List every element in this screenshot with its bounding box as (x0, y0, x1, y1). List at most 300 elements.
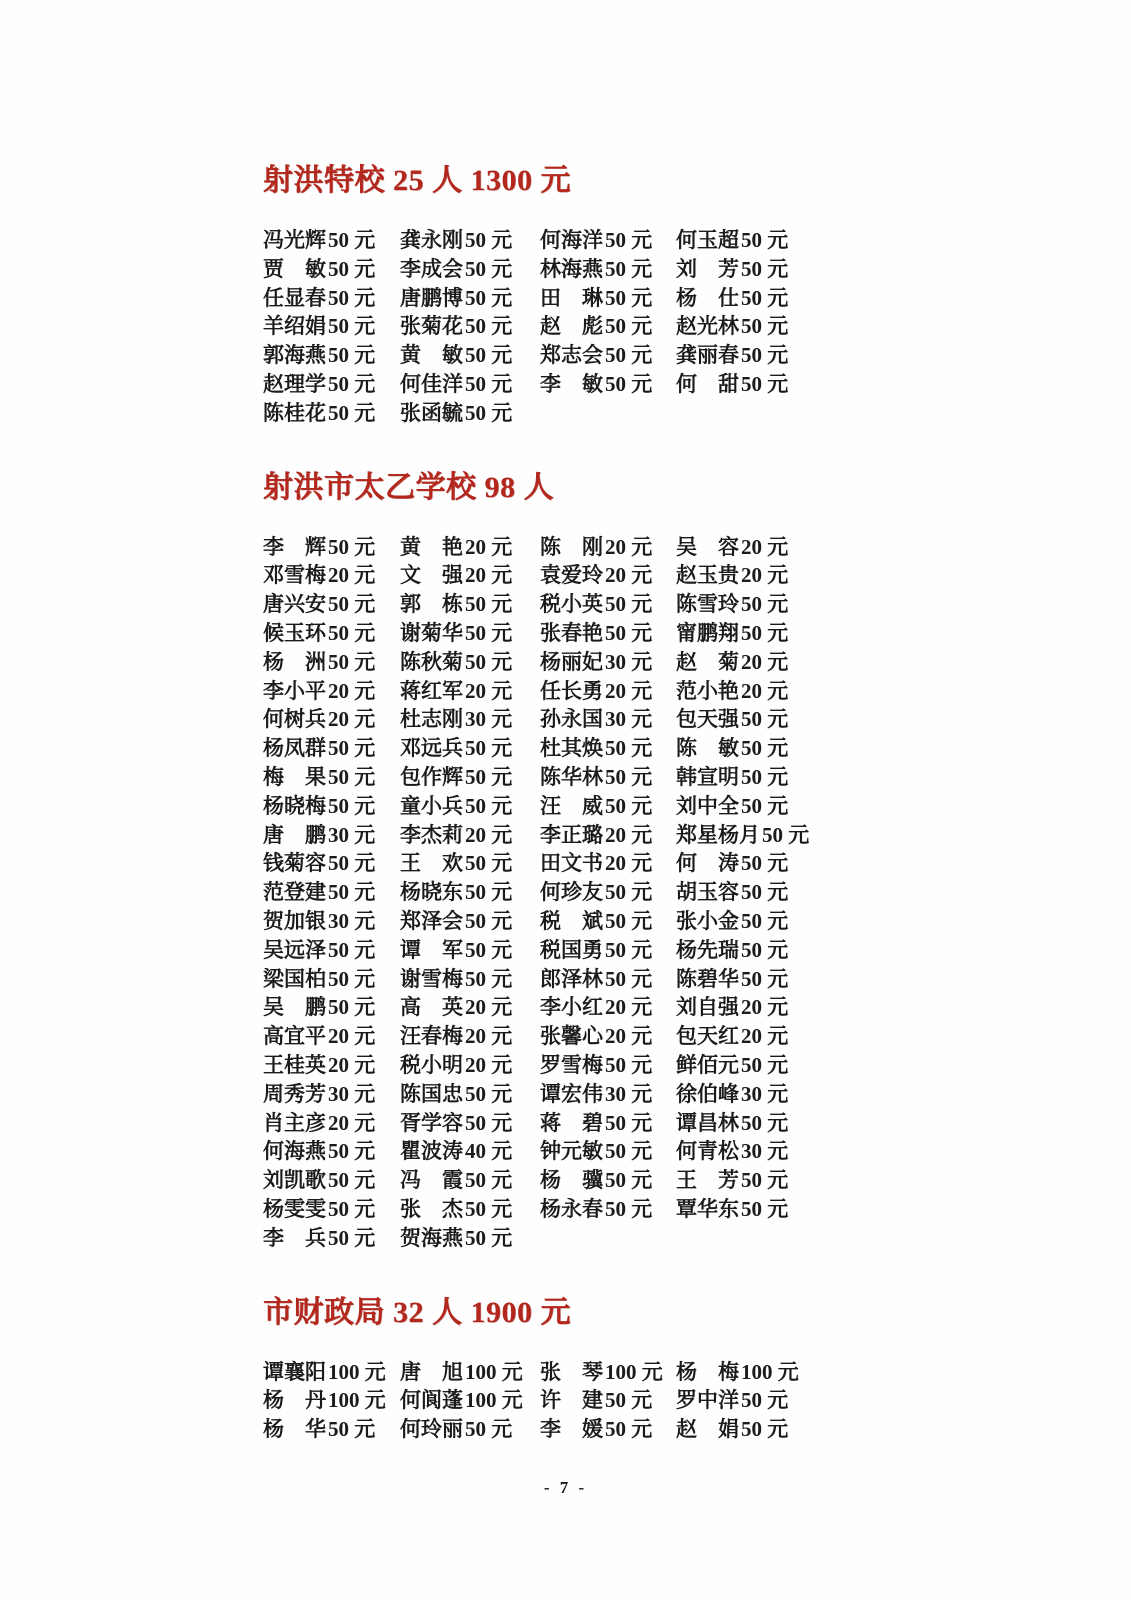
donor-entry (540, 907, 676, 936)
donor-entry (263, 226, 400, 255)
donor-name: 郑志会 (540, 343, 603, 368)
donor-entry (263, 734, 400, 763)
donor-name: 刘 芳 (676, 256, 739, 281)
donor-amount: 20 元 (741, 995, 789, 1020)
donor-name: 陈国忠 (400, 1081, 463, 1106)
donor-entry (540, 821, 676, 850)
donor-entry (400, 1195, 540, 1224)
donor-entry (540, 849, 676, 878)
donor-name: 唐 旭 (400, 1359, 463, 1384)
donor-entry (263, 648, 400, 677)
donor-entry (263, 792, 400, 821)
donor-name: 李小红 (540, 995, 603, 1020)
donor-amount: 20 元 (741, 1024, 789, 1049)
donor-amount: 50 元 (741, 256, 789, 281)
donor-entry (263, 284, 400, 313)
donor-entry (540, 1358, 676, 1387)
donor-name: 黄 敏 (400, 343, 463, 368)
donor-entry (676, 705, 807, 734)
donor-entry (400, 533, 540, 562)
donor-entry (676, 1051, 807, 1080)
donor-entry (400, 284, 540, 313)
donor-amount: 50 元 (605, 285, 653, 310)
donor-entry (676, 878, 807, 907)
donor-entry (540, 677, 676, 706)
donor-name: 杨 华 (263, 1417, 326, 1442)
donor-amount: 50 元 (465, 1225, 513, 1250)
donor-amount: 50 元 (328, 1225, 376, 1250)
donor-amount: 50 元 (328, 592, 376, 617)
donor-name: 黄 艳 (400, 534, 463, 559)
donor-entry (400, 1080, 540, 1109)
donor-amount: 20 元 (328, 1110, 376, 1135)
donor-name: 杨 仕 (676, 285, 739, 310)
donor-name: 赵光林 (676, 314, 739, 339)
donor-entry (676, 965, 807, 994)
donor-amount: 20 元 (465, 995, 513, 1020)
donor-name: 何玉超 (676, 228, 739, 252)
donor-entry (400, 341, 540, 370)
donor-amount: 50 元 (741, 620, 789, 645)
donor-amount: 50 元 (605, 793, 653, 818)
donor-amount: 50 元 (465, 620, 513, 645)
donor-name: 罗中洋 (676, 1388, 739, 1413)
donor-amount: 20 元 (328, 707, 376, 732)
donor-amount: 50 元 (465, 851, 513, 876)
donor-name: 何阆蓬 (400, 1388, 463, 1413)
donor-name: 胥学容 (400, 1110, 463, 1135)
donor-amount: 50 元 (465, 228, 513, 252)
donor-entry (400, 255, 540, 284)
donor-amount: 30 元 (465, 707, 513, 732)
donor-name: 何青松 (676, 1139, 739, 1164)
donor-amount: 30 元 (328, 908, 376, 933)
donor-entry (540, 648, 676, 677)
donor-amount: 50 元 (605, 228, 653, 252)
donor-name: 贾 敏 (263, 256, 326, 281)
donor-name: 唐 鹏 (263, 822, 326, 847)
donor-name: 杨 洲 (263, 649, 326, 674)
donor-amount: 50 元 (465, 371, 513, 396)
donor-name: 陈华林 (540, 764, 603, 789)
donor-entry (263, 677, 400, 706)
donor-amount: 50 元 (605, 764, 653, 789)
donor-entry (400, 878, 540, 907)
donor-entry (263, 619, 400, 648)
donor-amount: 20 元 (605, 851, 653, 876)
donor-entry (540, 1137, 676, 1166)
donor-amount: 50 元 (605, 1388, 653, 1413)
donor-name: 吴 容 (676, 534, 739, 559)
donor-entry (400, 849, 540, 878)
donor-amount: 50 元 (328, 736, 376, 761)
donor-amount: 30 元 (605, 649, 653, 674)
donor-amount: 50 元 (328, 400, 376, 425)
donor-entry (400, 561, 540, 590)
donor-name: 张 琴 (540, 1359, 603, 1384)
donation-section (263, 1295, 811, 1444)
donor-amount: 50 元 (465, 880, 513, 905)
donor-name: 杨永春 (540, 1196, 603, 1221)
donor-name: 罗雪梅 (540, 1052, 603, 1077)
donor-entry (400, 370, 540, 399)
donor-amount: 50 元 (741, 966, 789, 991)
donor-name: 韩宣明 (676, 764, 739, 789)
donor-entry (263, 561, 400, 590)
donor-amount: 50 元 (741, 908, 789, 933)
donor-name: 王 欢 (400, 851, 463, 876)
donor-amount: 50 元 (762, 822, 810, 847)
donor-name: 陈雪玲 (676, 592, 739, 617)
donor-amount: 20 元 (741, 678, 789, 703)
donor-amount: 50 元 (465, 937, 513, 962)
donor-entry (540, 1022, 676, 1051)
donor-name: 龚丽春 (676, 343, 739, 368)
donor-name: 李 媛 (540, 1417, 603, 1442)
donor-entry (540, 1415, 676, 1444)
donor-amount: 50 元 (741, 1196, 789, 1221)
donor-amount: 20 元 (465, 1052, 513, 1077)
donor-amount: 50 元 (741, 371, 789, 396)
donor-amount: 50 元 (741, 1052, 789, 1077)
donor-entry (676, 1415, 807, 1444)
donor-amount: 20 元 (605, 534, 653, 559)
donor-name: 杨晓梅 (263, 793, 326, 818)
donor-entry (263, 1195, 400, 1224)
donor-amount: 50 元 (328, 937, 376, 962)
donor-entry (540, 619, 676, 648)
donor-entry (540, 226, 676, 255)
donor-name: 任长勇 (540, 678, 603, 703)
donor-amount: 50 元 (465, 764, 513, 789)
donor-amount: 50 元 (605, 592, 653, 617)
donor-entry (540, 312, 676, 341)
donor-entry (400, 1022, 540, 1051)
donor-entry (263, 965, 400, 994)
donor-amount: 100 元 (605, 1359, 663, 1384)
donor-entry (540, 1386, 676, 1415)
donor-amount: 50 元 (605, 880, 653, 905)
donor-name: 文 强 (400, 563, 463, 588)
donor-name: 鲜佰元 (676, 1052, 739, 1077)
donor-amount: 50 元 (465, 1417, 513, 1442)
donor-amount: 50 元 (605, 1168, 653, 1193)
donor-name: 甯鹏翔 (676, 620, 739, 645)
donor-name: 王 芳 (676, 1168, 739, 1193)
donor-name: 杨 梅 (676, 1359, 739, 1384)
donor-name: 何海燕 (263, 1139, 326, 1164)
donor-name: 刘凯歌 (263, 1168, 326, 1193)
donor-entry (263, 312, 400, 341)
donor-name: 钱菊容 (263, 851, 326, 876)
donor-entry (400, 705, 540, 734)
donor-name: 谭宏伟 (540, 1081, 603, 1106)
donor-amount: 50 元 (328, 966, 376, 991)
donor-name: 税小明 (400, 1052, 463, 1077)
donor-name: 何 涛 (676, 851, 739, 876)
donor-entry (676, 341, 807, 370)
donor-entry (400, 1137, 540, 1166)
donor-entry (263, 1224, 400, 1253)
donor-entry (400, 1358, 540, 1387)
donor-amount: 50 元 (328, 1417, 376, 1442)
donor-entry (540, 1080, 676, 1109)
donor-amount: 30 元 (605, 707, 653, 732)
donor-amount: 50 元 (328, 793, 376, 818)
donor-entry (540, 705, 676, 734)
donor-list (263, 1358, 811, 1444)
donor-name: 王桂英 (263, 1052, 326, 1077)
donor-entry (540, 284, 676, 313)
section-title: 市财政局 32 人 1900 元 (263, 1295, 571, 1329)
donor-name: 杨 骥 (540, 1168, 603, 1193)
donor-amount: 20 元 (328, 678, 376, 703)
sections-container (263, 163, 811, 1444)
donor-amount: 30 元 (741, 1139, 789, 1164)
donor-amount: 50 元 (605, 256, 653, 281)
donor-amount: 50 元 (328, 995, 376, 1020)
donor-entry (263, 821, 400, 850)
donor-name: 赵 娟 (676, 1417, 739, 1442)
donor-name: 袁爱玲 (540, 563, 603, 588)
donor-name: 刘自强 (676, 995, 739, 1020)
donor-amount: 20 元 (328, 1052, 376, 1077)
donor-entry (676, 677, 807, 706)
donor-amount: 50 元 (605, 371, 653, 396)
donor-entry (263, 1080, 400, 1109)
donor-amount: 50 元 (741, 1388, 789, 1413)
donor-amount: 50 元 (741, 592, 789, 617)
donor-entry (263, 533, 400, 562)
donor-entry (263, 849, 400, 878)
donor-entry (676, 590, 807, 619)
donor-entry (400, 648, 540, 677)
donor-entry (676, 255, 807, 284)
donor-name: 郭 栋 (400, 592, 463, 617)
donor-amount: 50 元 (328, 851, 376, 876)
donor-amount: 50 元 (605, 1139, 653, 1164)
donor-amount: 50 元 (328, 228, 376, 252)
donor-list (263, 533, 811, 1253)
donor-name: 谭 军 (400, 937, 463, 962)
donor-entry (676, 533, 807, 562)
donor-entry (263, 993, 400, 1022)
section-title: 射洪市太乙学校 98 人 (263, 470, 554, 504)
donor-amount: 50 元 (741, 1417, 789, 1442)
donor-entry (540, 878, 676, 907)
donor-entry (540, 1166, 676, 1195)
donor-entry (263, 705, 400, 734)
donor-amount: 20 元 (465, 678, 513, 703)
donor-amount: 50 元 (328, 620, 376, 645)
donor-amount: 50 元 (465, 649, 513, 674)
donor-entry (400, 590, 540, 619)
donor-amount: 50 元 (605, 1196, 653, 1221)
donor-entry (676, 312, 807, 341)
donor-amount: 50 元 (465, 343, 513, 368)
donor-entry (676, 1022, 807, 1051)
donor-name: 包天红 (676, 1024, 739, 1049)
donor-entry (540, 734, 676, 763)
donor-entry (676, 1358, 807, 1387)
donor-amount: 50 元 (741, 851, 789, 876)
donor-amount: 50 元 (605, 1417, 653, 1442)
donor-amount: 50 元 (605, 937, 653, 962)
donor-amount: 50 元 (465, 285, 513, 310)
donor-name: 张函毓 (400, 400, 463, 425)
donor-amount: 50 元 (465, 400, 513, 425)
donor-name: 何树兵 (263, 707, 326, 732)
donor-amount: 50 元 (605, 908, 653, 933)
section-title: 射洪特校 25 人 1300 元 (263, 164, 571, 197)
donor-name: 冯 霞 (400, 1168, 463, 1193)
donor-name: 谢菊华 (400, 620, 463, 645)
donor-entry (676, 1195, 807, 1224)
donor-name: 郎泽林 (540, 966, 603, 991)
donor-name: 赵 彪 (540, 314, 603, 339)
donor-entry (263, 590, 400, 619)
donor-name: 谭襄阳 (263, 1359, 326, 1384)
donor-name: 李成会 (400, 256, 463, 281)
donor-name: 唐鹏博 (400, 285, 463, 310)
donor-name: 陈碧华 (676, 966, 739, 991)
donor-name: 税国勇 (540, 937, 603, 962)
donor-amount: 20 元 (328, 1024, 376, 1049)
donor-name: 李 兵 (263, 1225, 326, 1250)
donor-amount: 20 元 (465, 1024, 513, 1049)
donor-entry (676, 993, 807, 1022)
donor-amount: 50 元 (465, 1196, 513, 1221)
donor-amount: 20 元 (328, 563, 376, 588)
donor-amount: 20 元 (605, 563, 653, 588)
donor-amount: 50 元 (741, 314, 789, 339)
donor-entry (540, 341, 676, 370)
donor-name: 吴远泽 (263, 937, 326, 962)
donor-amount: 50 元 (741, 228, 789, 252)
donor-name: 杜志刚 (400, 707, 463, 732)
donor-amount: 50 元 (741, 793, 789, 818)
donor-entry (540, 763, 676, 792)
donor-name: 何海洋 (540, 228, 603, 252)
donor-name: 贺加银 (263, 908, 326, 933)
donor-amount: 20 元 (741, 649, 789, 674)
donor-entry (263, 255, 400, 284)
donor-amount: 50 元 (741, 736, 789, 761)
donor-amount: 50 元 (328, 649, 376, 674)
donor-name: 张馨心 (540, 1024, 603, 1049)
donor-name: 贺海燕 (400, 1225, 463, 1250)
donor-name: 童小兵 (400, 793, 463, 818)
donor-amount: 50 元 (465, 1081, 513, 1106)
donor-entry (676, 370, 807, 399)
donor-entry (540, 1109, 676, 1138)
donor-entry (400, 312, 540, 341)
donor-entry (400, 936, 540, 965)
donor-entry (676, 734, 807, 763)
donor-amount: 50 元 (465, 736, 513, 761)
donor-name: 汪 威 (540, 793, 603, 818)
donor-entry (263, 907, 400, 936)
donor-entry (263, 1051, 400, 1080)
donor-amount: 50 元 (741, 1110, 789, 1135)
donor-name: 赵玉贵 (676, 563, 739, 588)
donor-name: 高宜平 (263, 1024, 326, 1049)
donor-entry (263, 878, 400, 907)
donor-name: 税 斌 (540, 908, 603, 933)
donor-amount: 20 元 (465, 822, 513, 847)
donor-amount: 20 元 (605, 822, 653, 847)
donor-amount: 50 元 (605, 314, 653, 339)
donor-entry (676, 763, 807, 792)
donor-name: 蒋 碧 (540, 1110, 603, 1135)
donor-entry (540, 1195, 676, 1224)
donor-entry (676, 226, 807, 255)
donor-amount: 50 元 (465, 314, 513, 339)
donor-entry (540, 590, 676, 619)
donor-name: 张小金 (676, 908, 739, 933)
donor-entry (540, 936, 676, 965)
donor-amount: 50 元 (741, 764, 789, 789)
donor-name: 吴 鹏 (263, 995, 326, 1020)
donor-entry (540, 792, 676, 821)
donor-name: 李正璐 (540, 822, 603, 847)
donor-amount: 50 元 (741, 343, 789, 368)
donor-name: 杨先瑞 (676, 937, 739, 962)
donor-name: 李 敏 (540, 371, 603, 396)
donor-amount: 50 元 (328, 371, 376, 396)
donor-amount: 30 元 (328, 1081, 376, 1106)
donor-name: 赵 菊 (676, 649, 739, 674)
donor-name: 陈秋菊 (400, 649, 463, 674)
donor-amount: 50 元 (328, 285, 376, 310)
donor-amount: 50 元 (465, 793, 513, 818)
donor-name: 何 甜 (676, 371, 739, 396)
donor-amount: 30 元 (605, 1081, 653, 1106)
donor-entry (400, 763, 540, 792)
donor-entry (540, 1051, 676, 1080)
donor-name: 赵理学 (263, 371, 326, 396)
donor-name: 范小艳 (676, 678, 739, 703)
donor-entry (676, 284, 807, 313)
donor-name: 田文书 (540, 851, 603, 876)
donor-name: 钟元敏 (540, 1139, 603, 1164)
donor-entry (263, 1137, 400, 1166)
donor-name: 任显春 (263, 285, 326, 310)
donor-entry (676, 1109, 807, 1138)
donor-name: 陈桂花 (263, 400, 326, 425)
donor-name: 蒋红军 (400, 678, 463, 703)
donor-entry (400, 1386, 540, 1415)
donor-entry (400, 1109, 540, 1138)
donor-entry (676, 648, 807, 677)
donor-entry (676, 619, 807, 648)
donor-entry (263, 1415, 400, 1444)
donor-entry (676, 936, 807, 965)
donor-amount: 30 元 (328, 822, 376, 847)
donor-entry (263, 1386, 400, 1415)
donor-name: 唐兴安 (263, 592, 326, 617)
donor-entry (400, 792, 540, 821)
donor-entry (263, 370, 400, 399)
donor-amount: 50 元 (465, 1110, 513, 1135)
donor-amount: 50 元 (465, 908, 513, 933)
donor-amount: 50 元 (605, 1110, 653, 1135)
donor-name: 李 辉 (263, 534, 326, 559)
donor-entry (263, 936, 400, 965)
donor-amount: 50 元 (328, 1196, 376, 1221)
donor-amount: 50 元 (741, 707, 789, 732)
donor-entry (400, 677, 540, 706)
